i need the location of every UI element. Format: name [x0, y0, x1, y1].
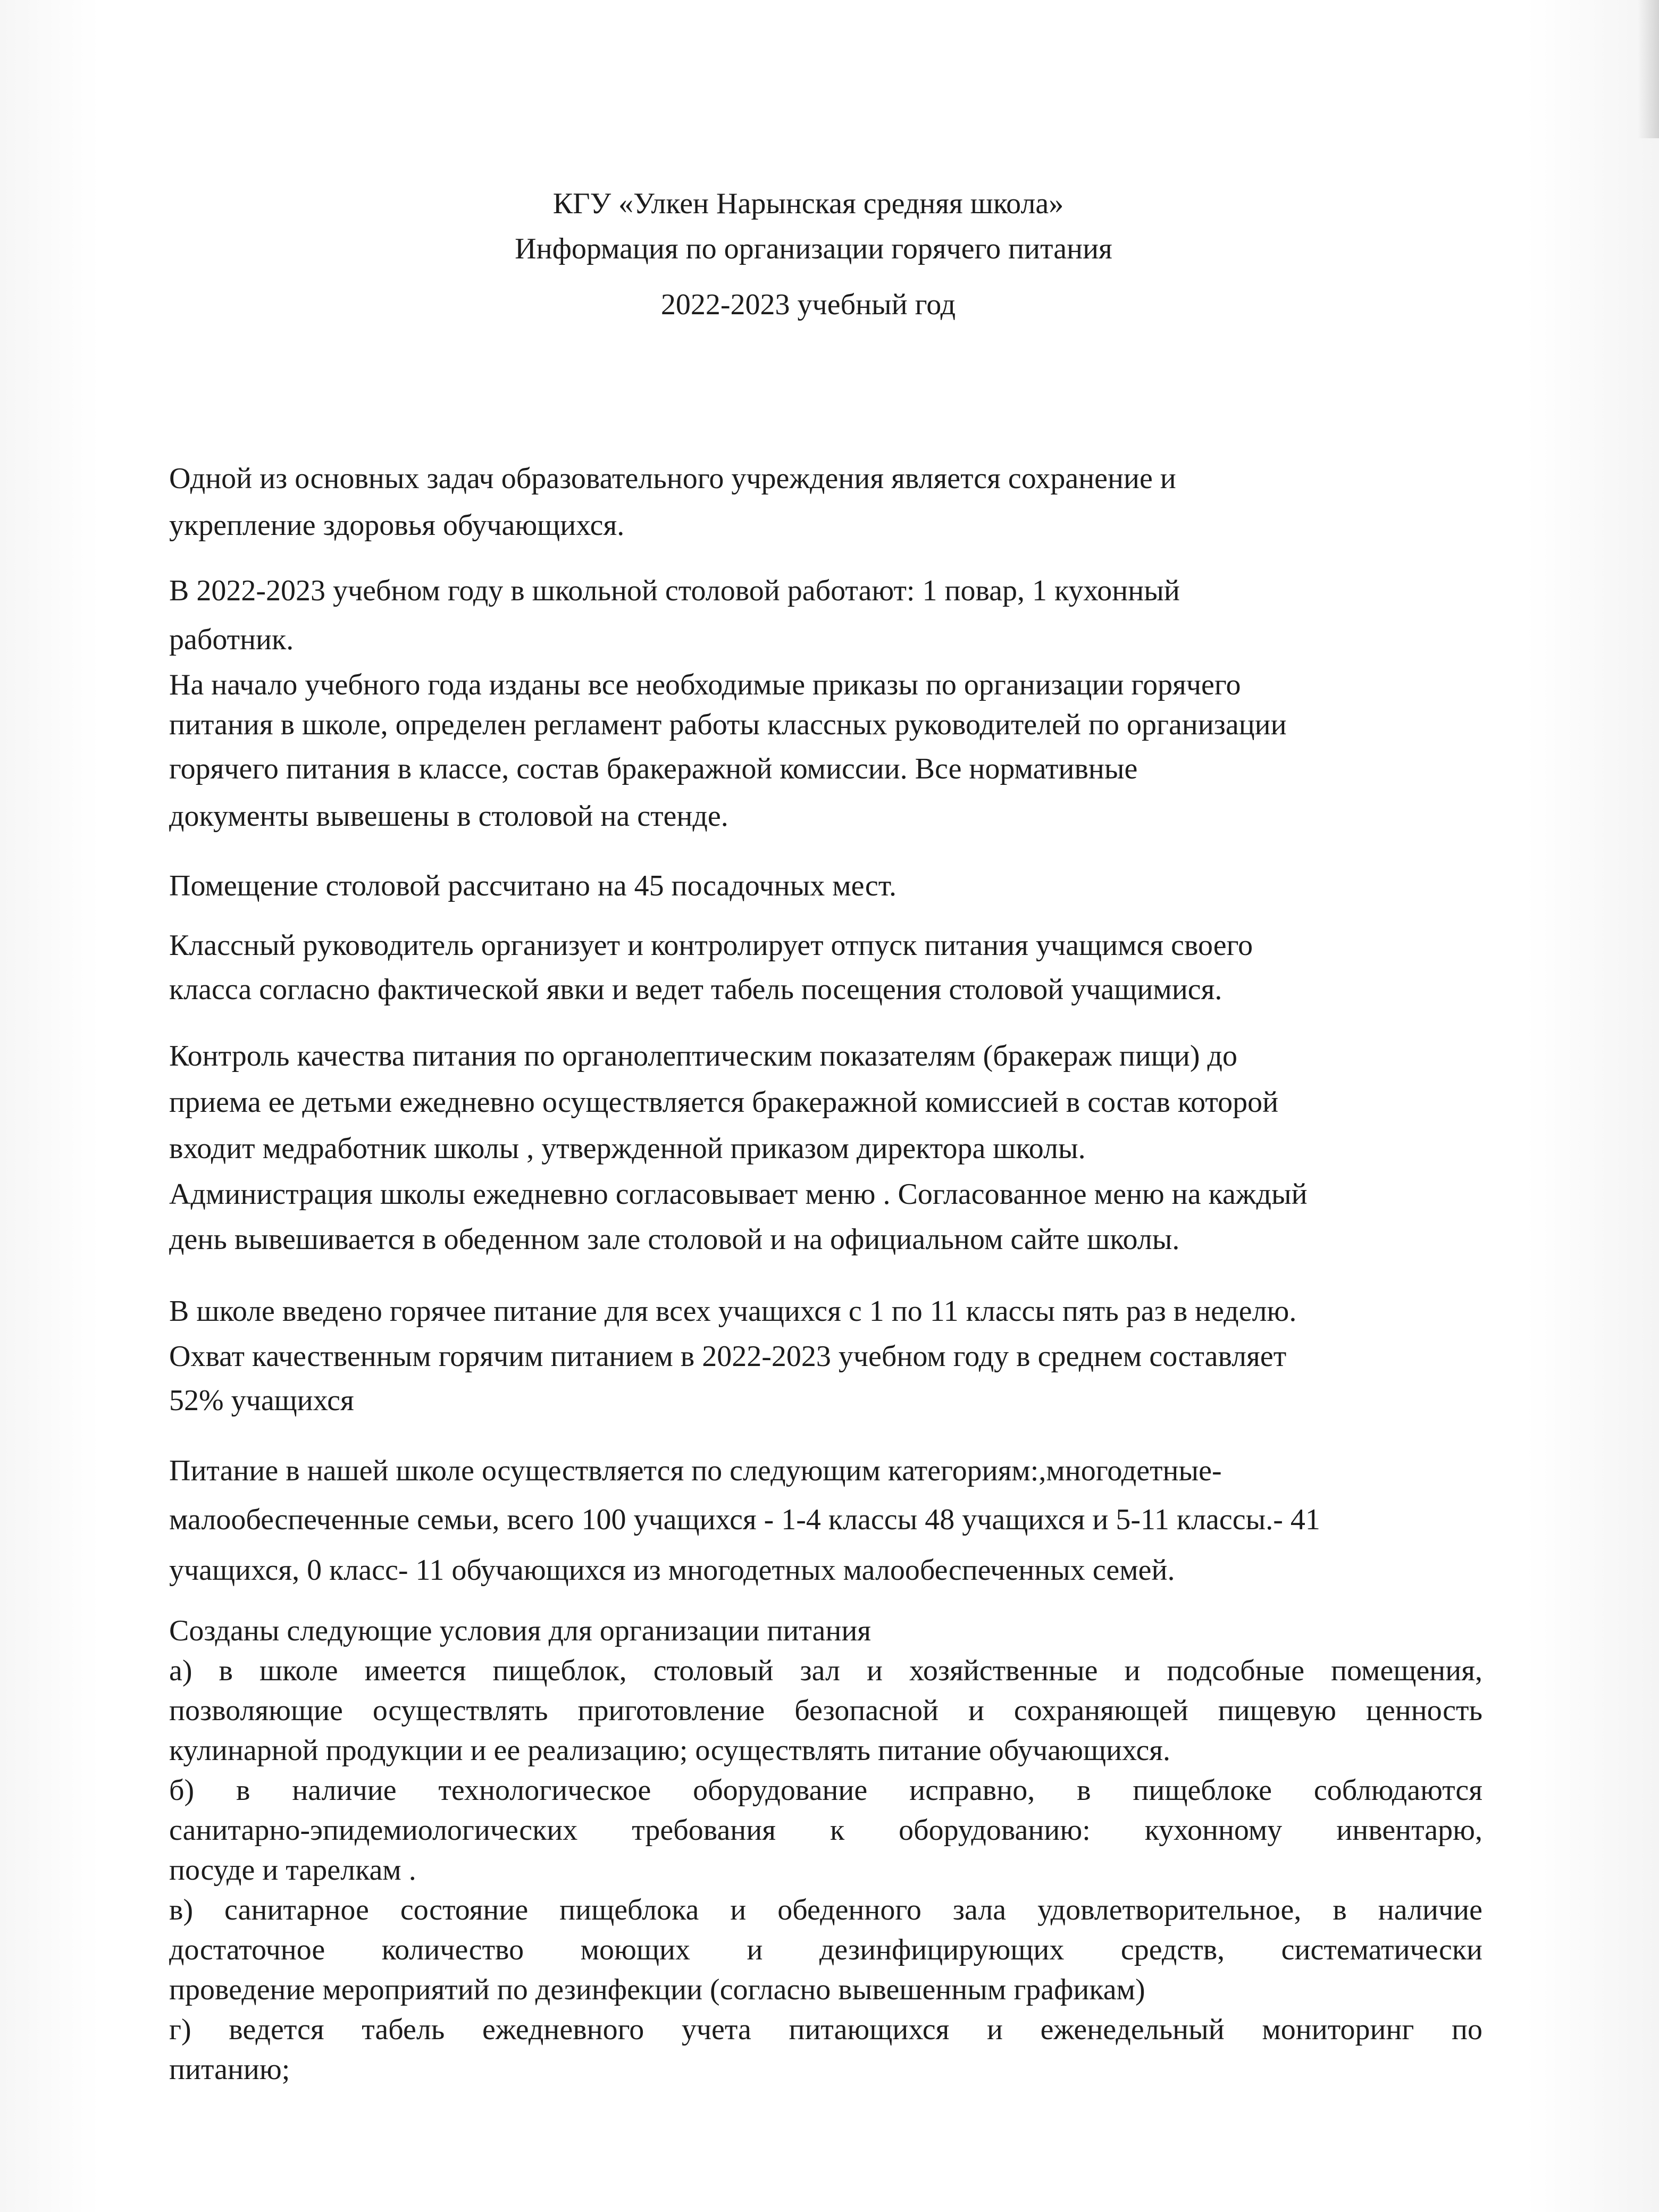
- paragraph-line: входит медработник школы , утвержденной приказом директора школы.: [169, 1132, 1086, 1165]
- paragraph-line: документы вывешены в столовой на стенде.: [169, 800, 728, 833]
- paragraph-line: Помещение столовой рассчитано на 45 посадочных мест.: [169, 869, 897, 902]
- paragraph-line: Администрация школы ежедневно согласовывает меню . Согласованное меню на каждый: [169, 1178, 1308, 1211]
- condition-b-line: санитарно-эпидемиологических требования к оборудованию: кухонному инвентарю,: [169, 1814, 1482, 1847]
- paragraph-line: Классный руководитель организует и контролирует отпуск питания учащимся своего: [169, 929, 1253, 962]
- condition-b-line: посуде и тарелкам .: [169, 1854, 416, 1887]
- paragraph-line: На начало учебного года изданы все необходимые приказы по организации горячего: [169, 668, 1241, 701]
- header-org: КГУ «Улкен Нарынская средняя школа»: [552, 187, 1064, 220]
- header-title: Информация по организации горячего питания: [515, 232, 1112, 265]
- condition-a-line: кулинарной продукции и ее реализацию; осуществлять питание обучающихся.: [169, 1734, 1171, 1767]
- paragraph-line: Охват качественным горячим питанием в 2022-2023 учебном году в среднем составляет: [169, 1340, 1287, 1373]
- conditions-list: [169, 1611, 1482, 2090]
- paragraph-line: Контроль качества питания по органолептическим показателям (бракераж пищи) до: [169, 1040, 1238, 1073]
- paragraph-line: укрепление здоровья обучающихся.: [169, 509, 625, 542]
- condition-v-line: достаточное количество моющих и дезинфицирующих средств, систематически: [169, 1933, 1482, 1966]
- paragraph-line: малообеспеченные семьи, всего 100 учащихся - 1-4 классы 48 учащихся и 5-11 классы.- 41: [169, 1503, 1320, 1536]
- paragraph-line: класса согласно фактической явки и ведет табель посещения столовой учащимися.: [169, 973, 1222, 1006]
- conditions-intro: Созданы следующие условия для организации питания: [169, 1614, 872, 1647]
- condition-v-line: в) санитарное состояние пищеблока и обеденного зала удовлетворительное, в наличие: [169, 1893, 1482, 1926]
- paragraph-line: питания в школе, определен регламент работы классных руководителей по организации: [169, 708, 1287, 741]
- paragraph-line: учащихся, 0 класс- 11 обучающихся из многодетных малообеспеченных семей.: [169, 1554, 1175, 1587]
- paragraph-line: 52% учащихся: [169, 1384, 354, 1417]
- header-year: 2022-2023 учебный год: [660, 288, 956, 321]
- paragraph-line: горячего питания в классе, состав бракеражной комиссии. Все нормативные: [169, 752, 1138, 785]
- condition-a-line: а) в школе имеется пищеблок, столовый зал и хозяйственные и подсобные помещения,: [169, 1654, 1482, 1687]
- paragraph-line: Одной из основных задач образовательного учреждения является сохранение и: [169, 462, 1176, 495]
- paragraph-line: В 2022-2023 учебном году в школьной столовой работают: 1 повар, 1 кухонный: [169, 574, 1180, 607]
- paragraph-line: день вывешивается в обеденном зале столовой и на официальном сайте школы.: [169, 1223, 1180, 1256]
- paragraph-line: В школе введено горячее питание для всех учащихся с 1 по 11 классы пять раз в неделю.: [169, 1295, 1297, 1328]
- condition-b-line: б) в наличие технологическое оборудование исправно, в пищеблоке соблюдаются: [169, 1774, 1482, 1807]
- paragraph-line: работник.: [169, 623, 294, 656]
- paragraph-line: приема ее детьми ежедневно осуществляется бракеражной комиссией в состав которой: [169, 1086, 1279, 1119]
- scan-edge-shadow: [1638, 0, 1659, 138]
- paragraph-line: Питание в нашей школе осуществляется по следующим категориям:,многодетные-: [169, 1454, 1222, 1487]
- condition-a-line: позволяющие осуществлять приготовление безопасной и сохраняющей пищевую ценность: [169, 1694, 1482, 1727]
- condition-g-line: г) ведется табель ежедневного учета питающихся и еженедельный мониторинг по: [169, 2013, 1482, 2046]
- condition-v-line: проведение мероприятий по дезинфекции (согласно вывешенным графикам): [169, 1973, 1145, 2006]
- condition-g-line: питанию;: [169, 2053, 290, 2086]
